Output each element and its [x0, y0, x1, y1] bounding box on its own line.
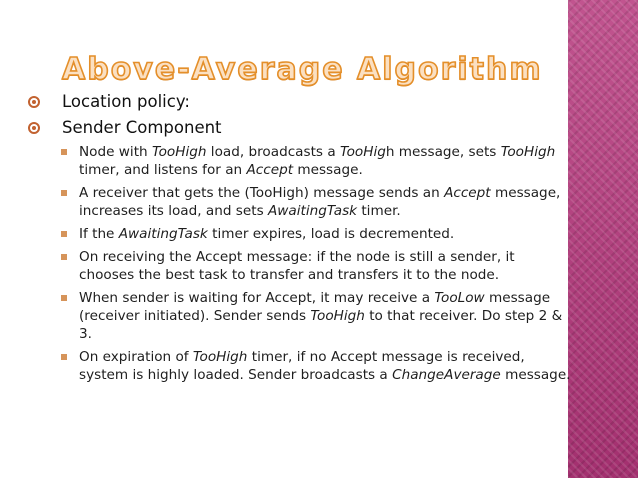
- text-run: timer.: [357, 203, 401, 219]
- text-run: timer expires, load is decremented.: [207, 226, 455, 242]
- bullet-sender-component: [28, 116, 573, 140]
- text-run: On receiving the Accept message: if the node is still a sender, it chooses the best task to transfer and transfers it to the node.: [79, 249, 515, 283]
- text-run: message (receiver initiated). Sender sends: [79, 290, 551, 324]
- square-bullet-icon: [61, 354, 67, 360]
- text-run: On expiration of: [79, 349, 193, 365]
- italic-term: ChangeAverage: [392, 367, 501, 383]
- text-run: message.: [500, 367, 571, 383]
- text-run: If the: [79, 226, 119, 242]
- sub-bullet-text: [79, 144, 555, 178]
- sub-bullet: [28, 248, 573, 284]
- sub-bullet: [28, 184, 573, 220]
- slide-content: [28, 90, 573, 389]
- italic-term: TooHigh: [310, 308, 365, 324]
- italic-term: AwaitingTask: [267, 203, 358, 219]
- square-bullet-icon: [61, 231, 67, 237]
- circle-bullet-icon: [28, 96, 40, 108]
- text-run: message.: [293, 162, 363, 178]
- circle-bullet-icon: [28, 122, 40, 134]
- italic-term: Accept: [444, 185, 491, 201]
- text-run: When sender is waiting for Accept, it may receive a: [79, 290, 435, 306]
- text-run: timer, if no Accept message is received, system is highly loaded. Sender broadcasts a: [79, 349, 525, 383]
- slide-title: Above-Average Algorithm: [62, 52, 543, 87]
- italic-term: AwaitingTask: [118, 226, 208, 242]
- square-bullet-icon: [61, 295, 67, 301]
- sub-bullet: [28, 143, 573, 179]
- italic-term: TooLow: [434, 290, 485, 306]
- sub-bullet-text: [79, 226, 454, 242]
- sub-bullet-text: [79, 349, 571, 383]
- italic-term: TooHigh: [151, 144, 207, 160]
- text-run: to that receiver. Do step 2 & 3.: [79, 308, 563, 342]
- sub-bullet-text: [79, 290, 562, 342]
- text-run: message, increases its load, and sets: [79, 185, 561, 219]
- square-bullet-icon: [61, 149, 67, 155]
- sub-bullet: [28, 289, 573, 343]
- text-run: Node with: [79, 144, 152, 160]
- decorative-side-bar: [568, 0, 638, 478]
- bullet-label: Sender Component: [62, 118, 222, 137]
- square-bullet-icon: [61, 190, 67, 196]
- italic-term: TooHigh: [500, 144, 556, 160]
- italic-term: TooHigh: [192, 349, 248, 365]
- sender-component-sublist: [28, 143, 573, 384]
- bullet-label: Location policy:: [62, 92, 190, 111]
- italic-term: TooHig: [339, 144, 386, 160]
- italic-term: Accept: [246, 162, 294, 178]
- bullet-location-policy: [28, 90, 573, 114]
- sub-bullet-text: [79, 249, 515, 283]
- text-run: A receiver that gets the (TooHigh) message sends an: [79, 185, 445, 201]
- text-run: timer, and listens for an: [79, 162, 247, 178]
- text-run: load, broadcasts a: [206, 144, 340, 160]
- sub-bullet-text: [79, 185, 560, 219]
- sub-bullet: [28, 348, 573, 384]
- square-bullet-icon: [61, 254, 67, 260]
- text-run: h message, sets: [385, 144, 501, 160]
- sub-bullet: [28, 225, 573, 243]
